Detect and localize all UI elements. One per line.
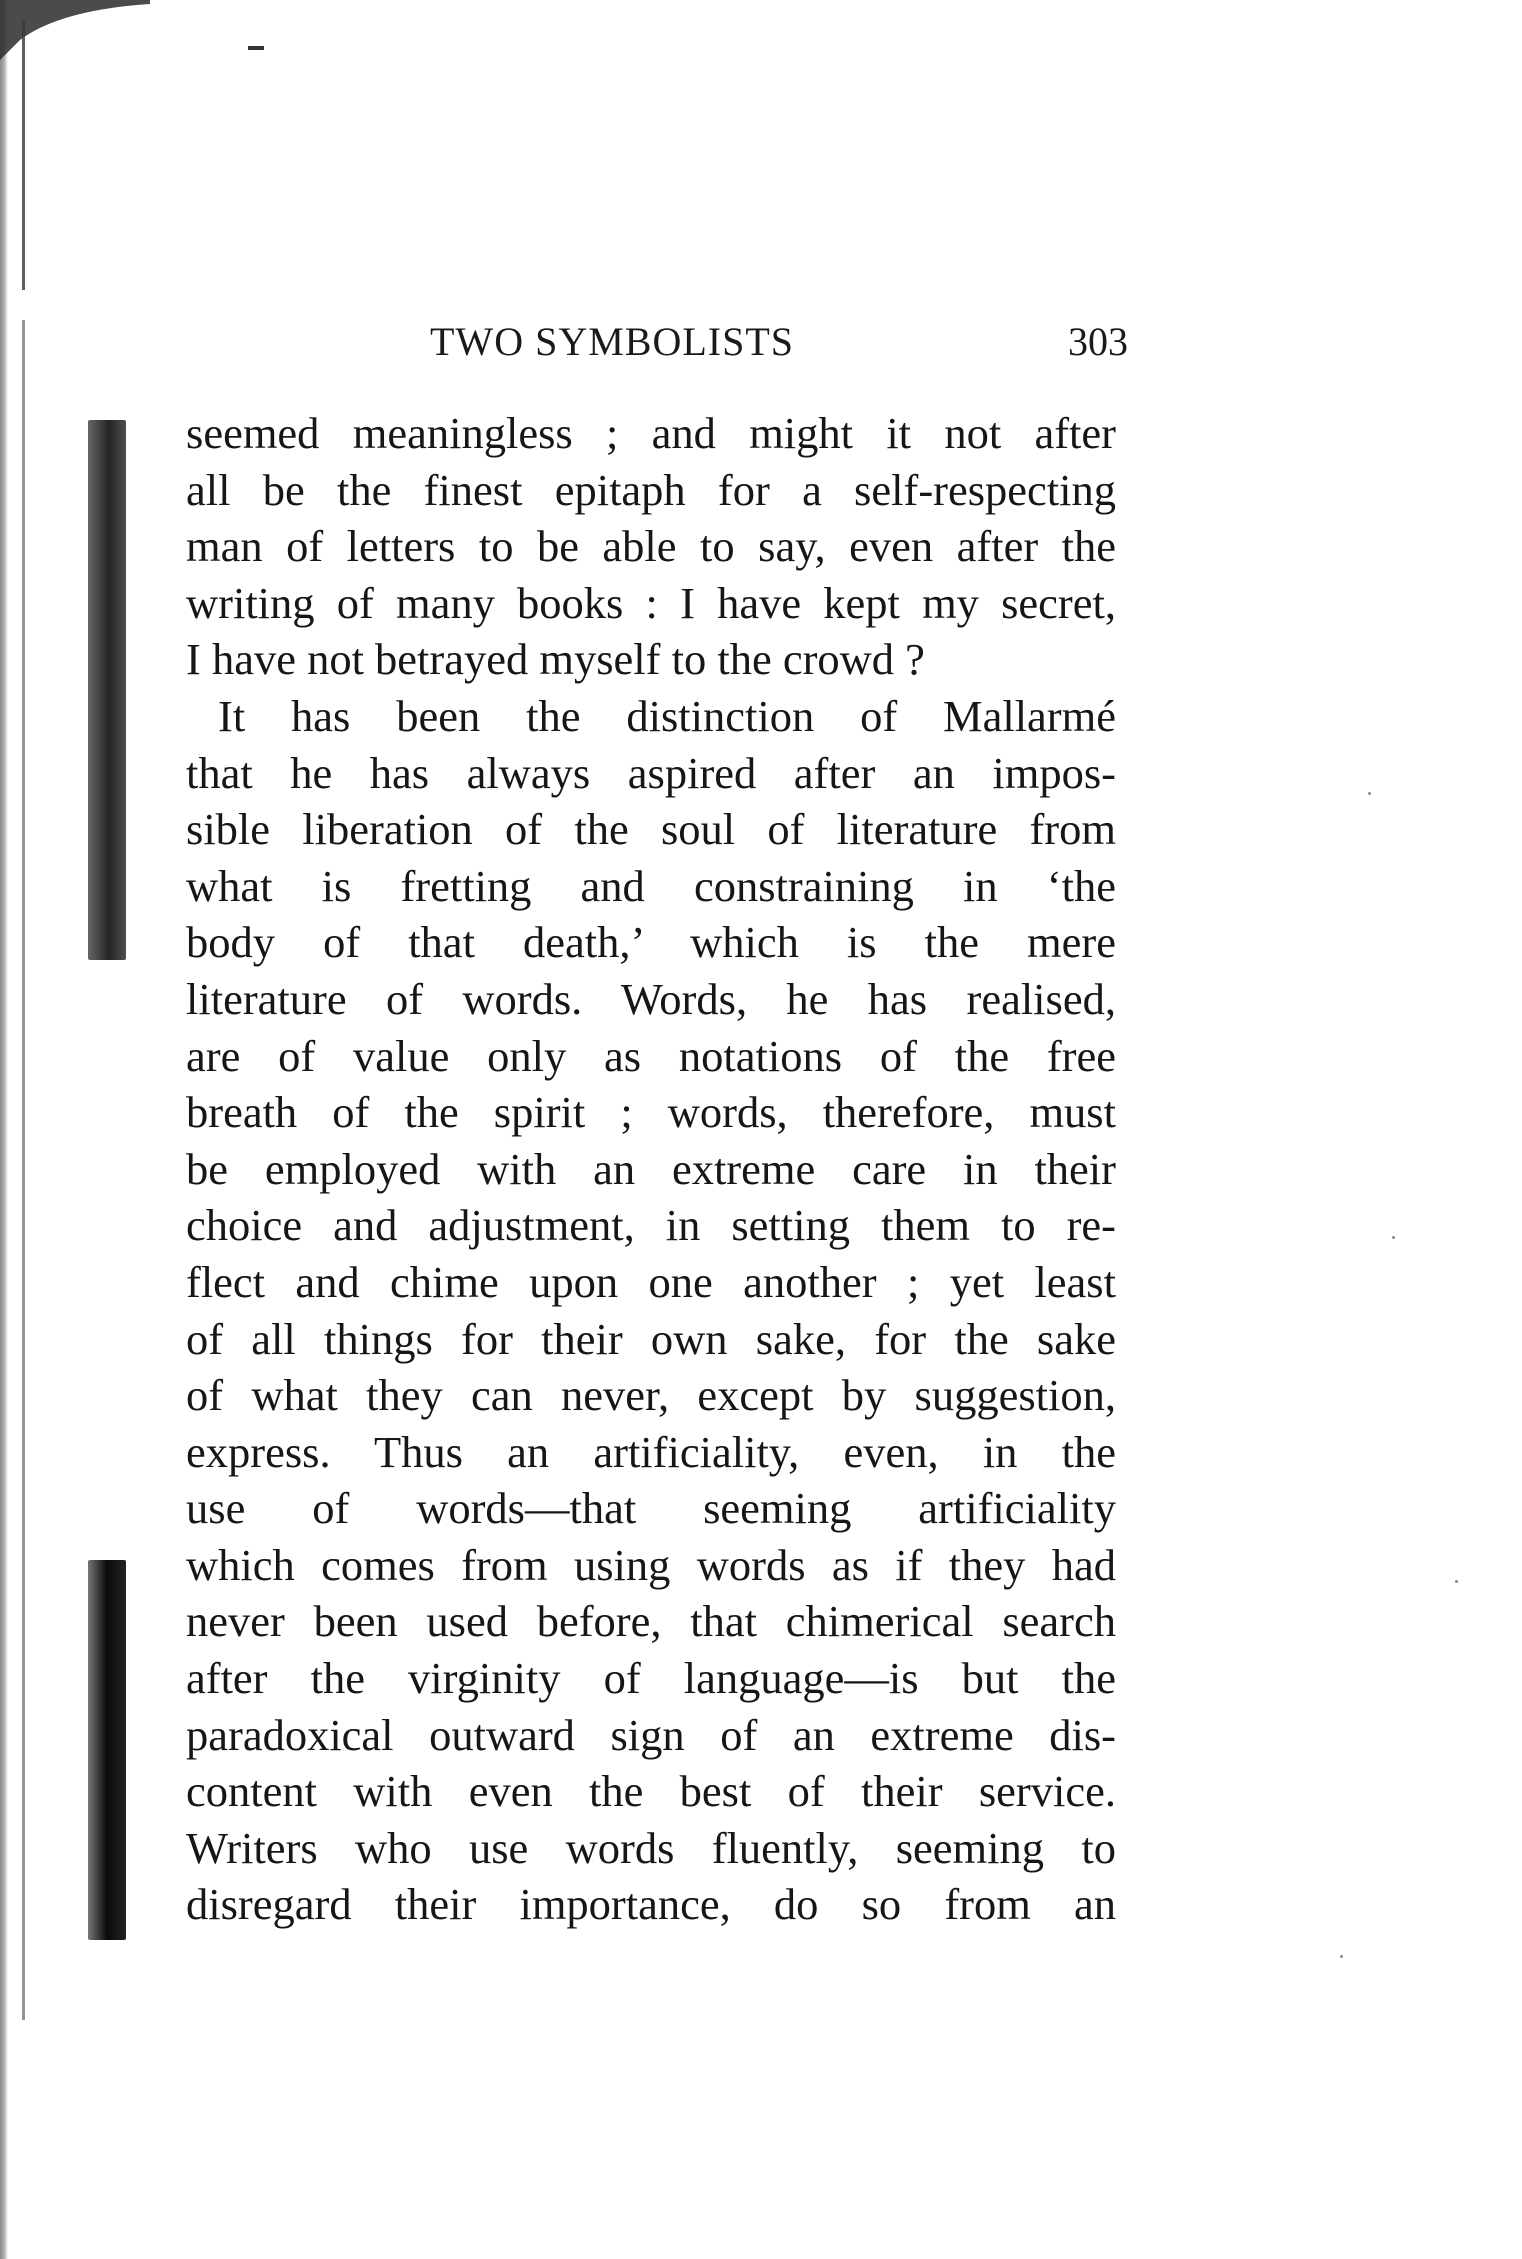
text-line: literature of words. Words, he has realised, — [186, 973, 1116, 1024]
text-line: of what they can never, except by suggestion, — [186, 1370, 1116, 1421]
page-number: 303 — [1068, 319, 1128, 364]
text-line: paradoxical outward sign of an extreme dis- — [186, 1709, 1116, 1760]
text-line: be employed with an extreme care in their — [186, 1143, 1116, 1194]
text-line: content with even the best of their service. — [186, 1766, 1116, 1817]
text-line: I have not betrayed myself to the crowd ? — [186, 634, 925, 685]
text-line: disregard their importance, do so from an — [186, 1879, 1116, 1930]
scan-bleed-mark — [88, 420, 126, 960]
body-text — [186, 405, 1116, 1933]
text-line: express. Thus an artificiality, even, in the — [186, 1426, 1116, 1477]
binding-edge-shadow — [0, 0, 8, 2259]
text-line: flect and chime upon one another ; yet least — [186, 1256, 1116, 1307]
text-line: writing of many books : I have kept my secret, — [186, 577, 1116, 628]
scan-speck — [1368, 792, 1371, 795]
scan-speck — [1340, 1955, 1343, 1958]
text-line: that he has always aspired after an impos- — [186, 747, 1116, 798]
scan-edge-line — [22, 320, 25, 2020]
text-line: seemed meaningless ; and might it not after — [186, 408, 1116, 458]
scan-speck — [1392, 1236, 1395, 1239]
text-line: man of letters to be able to say, even after the — [186, 521, 1116, 572]
text-line: which comes from using words as if they had — [186, 1539, 1116, 1590]
running-head: TWO SYMBOLISTS — [430, 319, 795, 364]
text-line: are of value only as notations of the free — [186, 1030, 1116, 1081]
text-line: choice and adjustment, in setting them to re- — [186, 1200, 1116, 1251]
text-line: It has been the distinction of Mallarmé — [218, 690, 1116, 741]
scan-speck — [1455, 1580, 1458, 1583]
text-line: all be the finest epitaph for a self-respecting — [186, 464, 1116, 515]
text-line: body of that death,’ which is the mere — [186, 917, 1116, 968]
text-line: Writers who use words fluently, seeming to — [186, 1822, 1116, 1873]
text-line: of all things for their own sake, for the sake — [186, 1313, 1116, 1364]
scan-bleed-mark — [88, 1560, 126, 1940]
text-line: use of words—that seeming artificiality — [186, 1483, 1116, 1534]
scan-dash-mark — [248, 46, 264, 50]
scan-edge-line — [22, 20, 25, 290]
text-line: what is fretting and constraining in ‘the — [186, 860, 1116, 911]
text-line: sible liberation of the soul of literature from — [186, 804, 1116, 855]
text-line: after the virginity of language—is but the — [186, 1653, 1116, 1704]
text-line: never been used before, that chimerical search — [186, 1596, 1116, 1647]
text-line: breath of the spirit ; words, therefore, must — [186, 1087, 1116, 1138]
